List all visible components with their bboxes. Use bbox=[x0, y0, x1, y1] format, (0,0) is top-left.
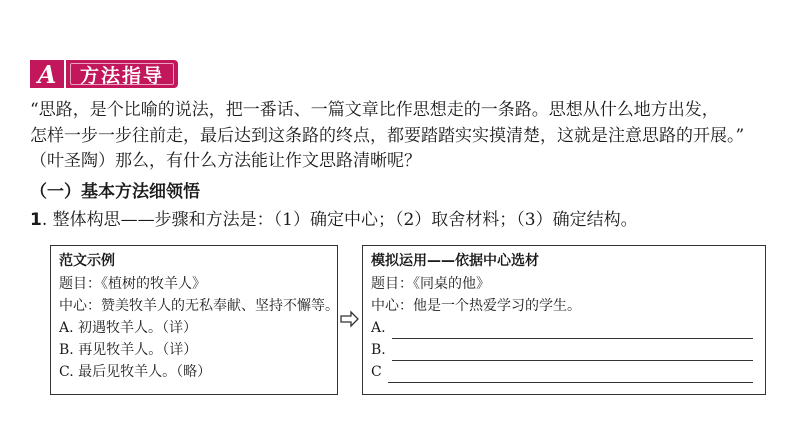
example-topic: 题目：《植树的牧羊人》 bbox=[59, 276, 206, 292]
example-box-title: 范文示例 bbox=[59, 253, 115, 269]
section-badge bbox=[30, 60, 178, 88]
practice-item-a-label: A. bbox=[371, 320, 386, 336]
practice-item-b bbox=[371, 339, 757, 361]
intro-line-3: （叶圣陶）那么，有什么方法能让作文思路清晰呢？ bbox=[30, 151, 421, 171]
practice-box bbox=[362, 245, 766, 395]
practice-item-a bbox=[371, 317, 757, 339]
badge-title: 方法指导 bbox=[66, 60, 178, 88]
intro-line-1: “思路，是个比喻的说法，把一番话、一篇文章比作思想走的一条路。思想从什么地方出发， bbox=[30, 100, 719, 120]
example-box bbox=[50, 245, 338, 395]
example-item-b: B. 再见牧羊人。（详） bbox=[59, 342, 198, 358]
practice-item-c bbox=[371, 361, 757, 383]
badge-letter: A bbox=[30, 60, 64, 88]
example-item-c: C. 最后见牧羊人。（略） bbox=[59, 364, 212, 380]
practice-box-title: 模拟运用——依据中心选材 bbox=[371, 253, 539, 269]
point-1-number: 1 bbox=[30, 210, 42, 230]
point-1-text: . 整体构思——步骤和方法是：（1）确定中心；（2）取舍材料；（3）确定结构。 bbox=[41, 210, 638, 230]
practice-topic: 题目：《同桌的他》 bbox=[371, 276, 490, 292]
example-center: 中心：赞美牧羊人的无私奉献、坚持不懈等。 bbox=[59, 298, 339, 314]
practice-item-c-label: C bbox=[371, 364, 382, 380]
practice-item-c-blank[interactable] bbox=[388, 368, 753, 383]
practice-center: 中心：他是一个热爱学习的学生。 bbox=[371, 298, 581, 314]
section-heading: （一）基本方法细领悟 bbox=[30, 182, 200, 202]
intro-line-2: 怎样一步一步往前走，最后达到这条路的终点，都要踏踏实实摸清楚，这就是注意思路的开展。” bbox=[30, 126, 745, 146]
example-item-a: A. 初遇牧羊人。（详） bbox=[59, 320, 198, 336]
right-arrow-icon bbox=[340, 309, 360, 329]
practice-item-b-label: B. bbox=[371, 342, 386, 358]
practice-item-a-blank[interactable] bbox=[392, 324, 753, 339]
point-1 bbox=[30, 208, 780, 233]
practice-item-b-blank[interactable] bbox=[392, 346, 753, 361]
